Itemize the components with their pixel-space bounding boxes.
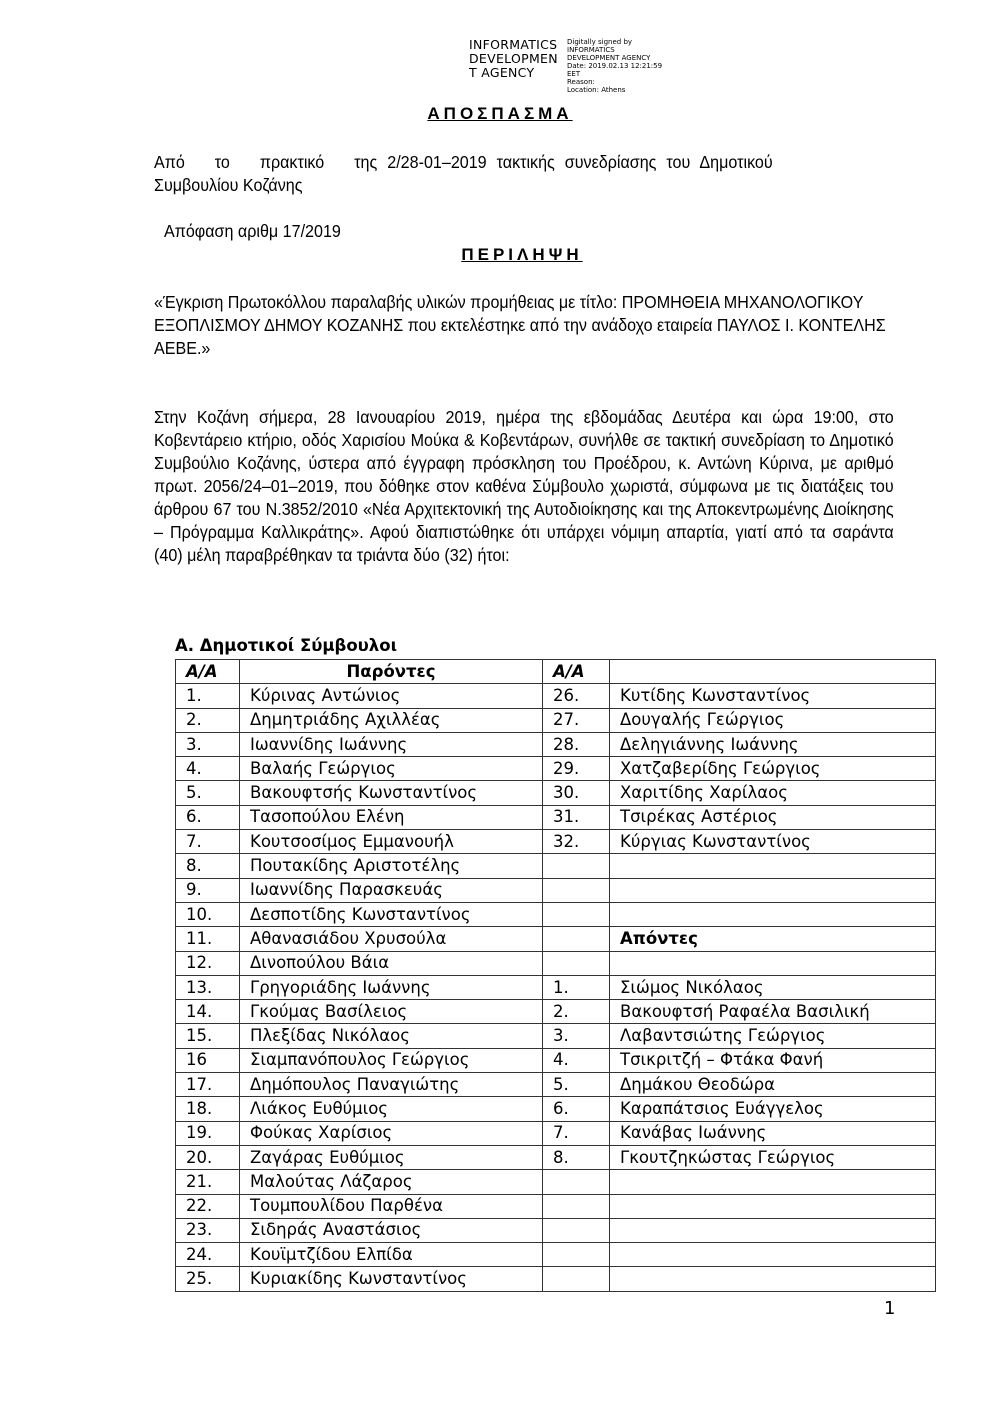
second-member-name: Κύργιας Κωνσταντίνος [610,830,936,854]
present-member-name: Δινοπούλου Βάια [240,951,543,975]
present-member-name: Δεσποτίδης Κωνσταντίνος [240,902,543,926]
second-member-name [610,1218,936,1242]
table-row [176,805,936,829]
row-number-second: 8. [543,1145,610,1169]
present-member-name: Γκούμας Βασίλειος [240,1000,543,1024]
row-number-second [543,927,610,951]
row-number: 12. [176,951,240,975]
present-member-name: Κυριακίδης Κωνσταντίνος [240,1267,543,1291]
present-member-name: Ιωαννίδης Ιωάννης [240,732,543,756]
present-member-name: Δημόπουλος Παναγιώτης [240,1073,543,1097]
row-number-second [543,878,610,902]
table-row [176,781,936,805]
present-member-name: Τασοπούλου Ελένη [240,805,543,829]
row-number: 11. [176,927,240,951]
table-row [176,732,936,756]
table-row [176,1194,936,1218]
row-number-second: 7. [543,1121,610,1145]
row-number-second [543,1194,610,1218]
table-row [176,1170,936,1194]
second-member-name: Τσικριτζή – Φτάκα Φανή [610,1048,936,1072]
signature-detail-line: INFORMATICS [567,46,615,54]
table-row [176,757,936,781]
second-member-name: Χαριτίδης Χαρίλαος [610,781,936,805]
second-member-name: Καραπάτσιος Ευάγγελος [610,1097,936,1121]
row-number: 15. [176,1024,240,1048]
present-member-name: Αθανασιάδου Χρυσούλα [240,927,543,951]
present-member-name: Μαλούτας Λάζαρος [240,1170,543,1194]
second-member-name: Δημάκου Θεοδώρα [610,1073,936,1097]
document-title: ΑΠΟΣΠΑΣΜΑ [427,104,573,123]
table-row [176,1048,936,1072]
second-member-name: Χατζαβερίδης Γεώργιος [610,757,936,781]
second-member-name: Γκουτζηκώστας Γεώργιος [610,1145,936,1169]
present-member-name: Σιδηράς Αναστάσιος [240,1218,543,1242]
signature-detail-line: Reason: [567,78,595,86]
row-number-second: 6. [543,1097,610,1121]
signer-name-line: T AGENCY [469,65,535,80]
signature-detail-line: Digitally signed by [567,38,633,46]
decision-number: Απόφαση αριθμ 17/2019 [164,221,341,241]
header-aa-present: Α/Α [176,660,240,684]
second-member-name [610,1170,936,1194]
table-row [176,708,936,732]
row-number-second: 2. [543,1000,610,1024]
second-member-name [610,1243,936,1267]
intro-text [154,151,890,197]
second-member-name: Κανάβας Ιωάννης [610,1121,936,1145]
present-member-name: Ιωαννίδης Παρασκευάς [240,878,543,902]
row-number: 20. [176,1145,240,1169]
table-row [176,830,936,854]
row-number-second: 27. [543,708,610,732]
row-number: 16 [176,1048,240,1072]
row-number: 24. [176,1243,240,1267]
present-member-name: Κύρινας Αντώνιος [240,684,543,708]
present-member-name: Πλεξίδας Νικόλαος [240,1024,543,1048]
present-member-name: Γρηγοριάδης Ιωάννης [240,975,543,999]
second-member-name: Σιώμος Νικόλαος [610,975,936,999]
row-number: 13. [176,975,240,999]
row-number: 7. [176,830,240,854]
present-member-name: Φούκας Χαρίσιος [240,1121,543,1145]
signature-detail-line: Date: 2019.02.13 12:21:59 [567,62,663,70]
table-header-row [176,660,936,684]
table-row [176,684,936,708]
header-blank [610,660,936,684]
intro-line-1: Από το πρακτικό της 2/28-01–2019 τακτικής συνεδρίασης του Δημοτικού [154,152,773,172]
row-number-second: 1. [543,975,610,999]
present-member-name: Δημητριάδης Αχιλλέας [240,708,543,732]
second-member-name [610,951,936,975]
table-row [176,1121,936,1145]
present-member-name: Κουτσοσίμος Εμμανουήλ [240,830,543,854]
row-number-second: 32. [543,830,610,854]
row-number-second: 28. [543,732,610,756]
second-member-name: Κυτίδης Κωνσταντίνος [610,684,936,708]
page-number: 1 [884,1298,896,1319]
row-number-second [543,1170,610,1194]
table-row [176,902,936,926]
second-member-name: Λαβαντσιώτης Γεώργιος [610,1024,936,1048]
row-number: 19. [176,1121,240,1145]
present-member-name: Λιάκος Ευθύμιος [240,1097,543,1121]
second-member-name: Δουγαλής Γεώργιος [610,708,936,732]
row-number: 23. [176,1218,240,1242]
table-row [176,1243,936,1267]
present-member-name: Βακουφτσής Κωνσταντίνος [240,781,543,805]
second-member-name [610,878,936,902]
present-member-name: Κουϊμτζίδου Ελπίδα [240,1243,543,1267]
signer-name [469,38,567,94]
row-number: 25. [176,1267,240,1291]
row-number: 4. [176,757,240,781]
present-member-name: Βαλαής Γεώργιος [240,757,543,781]
row-number: 21. [176,1170,240,1194]
second-member-name [610,902,936,926]
row-number: 10. [176,902,240,926]
present-member-name: Σιαμπανόπουλος Γεώργιος [240,1048,543,1072]
row-number: 22. [176,1194,240,1218]
row-number-second: 30. [543,781,610,805]
digital-signature [469,38,662,94]
header-present: Παρόντες [240,660,543,684]
signature-detail-line: EET [567,70,581,78]
row-number: 2. [176,708,240,732]
signature-details [567,38,662,94]
second-member-name [610,854,936,878]
row-number: 5. [176,781,240,805]
row-number-second: 31. [543,805,610,829]
table-row [176,975,936,999]
signer-name-line: INFORMATICS [469,37,558,52]
row-number-second [543,854,610,878]
table-row [176,927,936,951]
present-member-name: Τουμπουλίδου Παρθένα [240,1194,543,1218]
row-number: 8. [176,854,240,878]
row-number-second: 4. [543,1048,610,1072]
row-number-second [543,951,610,975]
row-number: 17. [176,1073,240,1097]
second-member-name: Τσιρέκας Αστέριος [610,805,936,829]
table-row [176,1097,936,1121]
present-member-name: Πουτακίδης Αριστοτέλης [240,854,543,878]
row-number-second: 5. [543,1073,610,1097]
council-members-table [175,659,936,1292]
row-number: 9. [176,878,240,902]
second-member-name [610,1194,936,1218]
intro-line-2: Συμβουλίου Κοζάνης [154,175,303,195]
table-row [176,878,936,902]
row-number: 14. [176,1000,240,1024]
present-member-name: Ζαγάρας Ευθύμιος [240,1145,543,1169]
row-number-second: 26. [543,684,610,708]
table-row [176,1024,936,1048]
subject-text: «Έγκριση Πρωτοκόλλου παραλαβής υλικών προμήθειας με τίτλο: ΠΡΟΜΗΘΕΙΑ ΜΗΧΑΝΟΛΟΓΙΚΟΥ ΕΞΟΠΛΙΣΜΟΥ ΔΗΜΟΥ ΚΟΖΑΝΗΣ που εκτελέστηκε από την ανάδοχο εταιρεία ΠΑΥΛΟΣ Ι. ΚΟΝΤΕΛΗΣ ΑΕΒΕ.» [154,292,886,358]
second-member-name [610,1267,936,1291]
table-row [176,1145,936,1169]
header-aa-second: Α/Α [543,660,610,684]
signer-name-line: DEVELOPMEN [469,51,558,66]
row-number-second [543,902,610,926]
signature-detail-line: DEVELOPMENT AGENCY [567,54,651,62]
signature-detail-line: Location: Athens [567,86,626,94]
second-member-name: Απόντες [610,927,936,951]
row-number-second [543,1218,610,1242]
second-member-name: Βακουφτσή Ραφαέλα Βασιλική [610,1000,936,1024]
table-row [176,1267,936,1291]
table-row [176,1218,936,1242]
section-title: Α. Δημοτικοί Σύμβουλοι [175,636,398,655]
body-text: Στην Κοζάνη σήμερα, 28 Ιανουαρίου 2019, ημέρα της εβδομάδας Δευτέρα και ώρα 19:00, στο Κοβεντάρειο κτήριο, οδός Χαρισίου Μούκα & Κοβεντάρων, συνήλθε σε τακτική συνεδρίαση το Δημοτικό Συμβούλιο Κοζάνης, ύστερα από έγγραφη πρόσκληση του Προέδρου, κ. Αντώνη Κύρινα, με αριθμό πρωτ. 2056/24–01–2019, που δόθηκε στον καθένα Σύμβουλο χωριστά, σύμφωνα με τις διατάξεις του άρθρου 67 του Ν.3852/2010 «Νέα Αρχιτεκτονική της Αυτοδιοίκησης και της Αποκεντρωμένης Διοίκησης – Πρόγραμμα Καλλικράτης». Αφού διαπιστώθηκε ότι υπάρχει νόμιμη απαρτία, γιατί από τα σαράντα (40) μέλη παραβρέθηκαν τα τριάντα δύο (32) ήτοι: [154,407,894,565]
row-number: 1. [176,684,240,708]
row-number-second: 29. [543,757,610,781]
row-number: 6. [176,805,240,829]
table-row [176,1000,936,1024]
row-number-second [543,1243,610,1267]
row-number-second [543,1267,610,1291]
row-number-second: 3. [543,1024,610,1048]
second-member-name: Δεληγιάννης Ιωάννης [610,732,936,756]
row-number: 18. [176,1097,240,1121]
row-number: 3. [176,732,240,756]
table-row [176,854,936,878]
table-row [176,951,936,975]
summary-title: ΠΕΡΙΛΗΨΗ [461,245,583,264]
table-row [176,1073,936,1097]
